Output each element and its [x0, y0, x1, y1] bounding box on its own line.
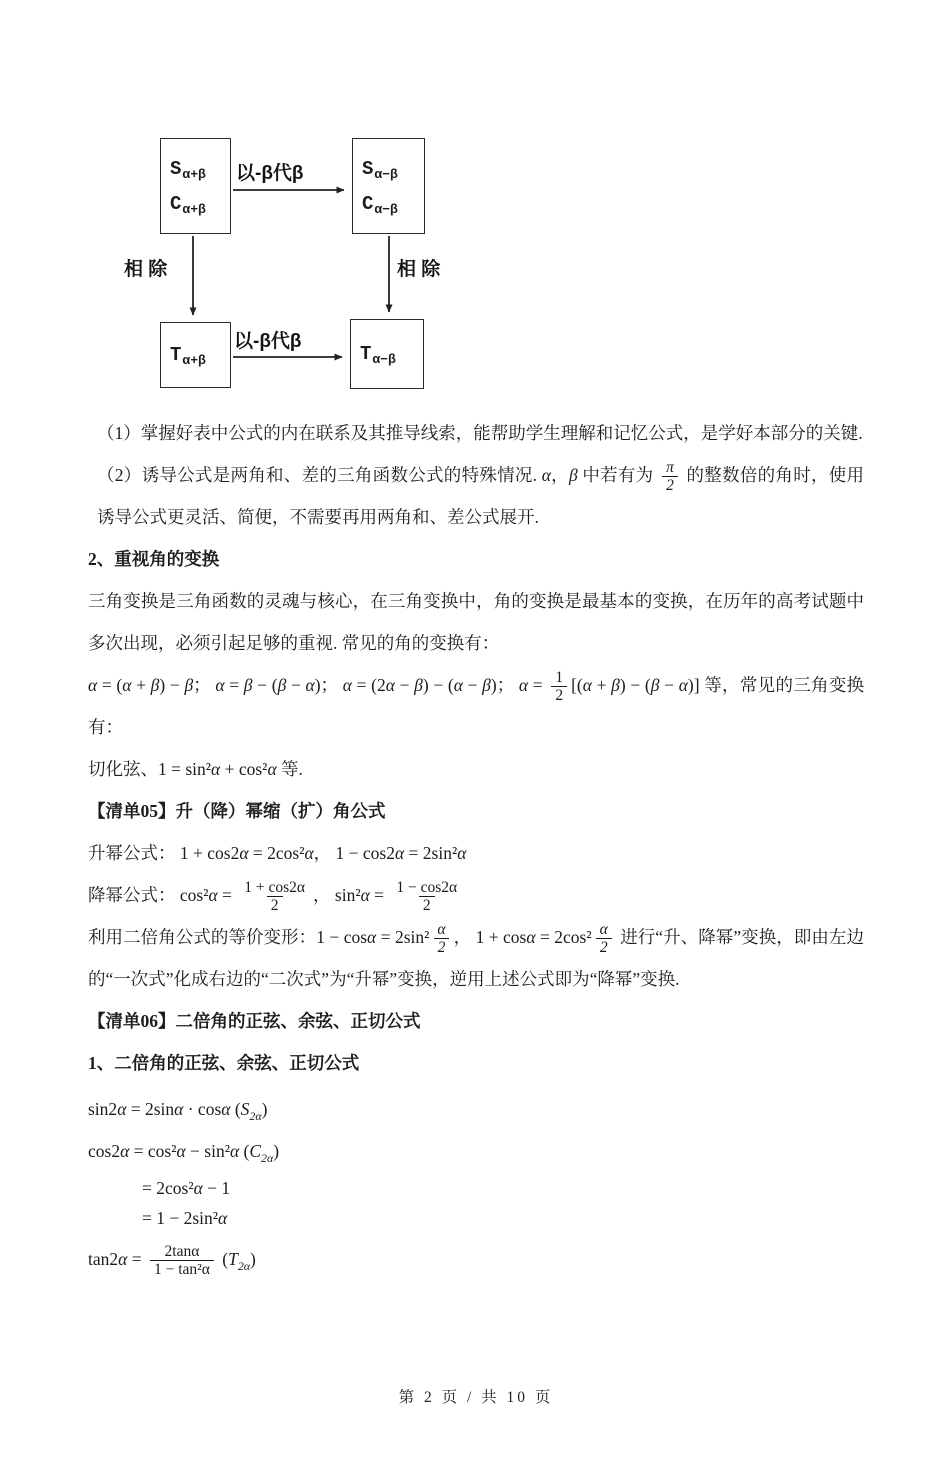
text-run: − sin² [185, 1141, 230, 1162]
text-run: ) [314, 675, 321, 695]
text-run: − [286, 675, 306, 695]
text-run: α [305, 675, 315, 695]
text-run: cos2 [88, 1141, 121, 1162]
inline-fraction: $\frac{\alpha}{2}$ [596, 921, 612, 958]
page-number: 第 2 页 / 共 10 页 [398, 1389, 554, 1406]
text-run: β [568, 465, 578, 485]
c-diff-formula [362, 193, 424, 215]
text-run: · cos [183, 1099, 222, 1119]
document-content [0, 412, 952, 1280]
text-run: ) − ( [422, 675, 454, 695]
text-run: ； [496, 675, 519, 695]
text-run: ) − ( [619, 675, 651, 695]
formula-cos-double-angle [88, 1130, 864, 1172]
box-difference-formulas [352, 138, 425, 234]
text-run: α [342, 675, 352, 695]
text-run: = [369, 885, 389, 905]
inline-fraction: $\frac{\pi}{2}$ [662, 459, 678, 496]
text-run: （2）诱导公式是两角和、差的三角函数公式的特殊情况. [97, 465, 542, 485]
text-run: α [541, 465, 551, 485]
text-run: α [526, 927, 536, 947]
document-page [0, 136, 952, 1483]
text-run: β [482, 675, 491, 695]
text-run: 的整数倍的角时，使用诱导公式更灵活、简便，不需要再用两角和、差公式展开. [97, 465, 865, 527]
text-run: = 1 − 2sin² [142, 1208, 219, 1229]
text-run: = cos² [129, 1141, 177, 1162]
text-run: tan2 [88, 1248, 119, 1269]
substitute-beta-label-bottom: 以-β代β [234, 331, 302, 352]
text-run: β [414, 675, 423, 695]
line-lower-power-formula [88, 874, 864, 916]
inline-fraction: $\frac{1 - \cos 2\alpha}{2}$ [396, 878, 458, 915]
text-run: sin² [334, 885, 361, 905]
text-run: ， [453, 927, 476, 947]
text-run: α [385, 675, 395, 695]
text-run: α [453, 675, 463, 695]
text-run: 等，常见的三角变换有： [88, 675, 865, 737]
box-tan-sum-formula [160, 322, 231, 388]
subheading-double-angle: 1、二倍角的正弦、余弦、正切公式 [88, 1053, 360, 1073]
text-run: = [127, 1248, 146, 1269]
line-raise-power-formula [88, 832, 864, 874]
formula-cos-alt-2 [142, 1203, 864, 1234]
divide-label-right: 相 除 [397, 259, 441, 280]
text-run: cos² [179, 885, 209, 905]
formula-letter: C [362, 192, 374, 215]
text-run: ； [193, 675, 216, 695]
t-sum-formula [170, 344, 230, 366]
formula-subscript: α+β [182, 353, 206, 368]
para-angle-transform [88, 580, 864, 664]
text-run: α [211, 759, 221, 779]
text-run: = 2cos² [142, 1177, 194, 1198]
text-run: α [678, 675, 688, 695]
note-2 [88, 454, 864, 538]
text-run: α [239, 843, 249, 863]
text-run: 切化弦、 [88, 759, 158, 779]
formula-letter: T [170, 344, 182, 366]
text-run: α [176, 1141, 186, 1162]
inline-fraction: $\frac{2\tan\alpha}{\text{1 − tan²α}}$ [150, 1243, 214, 1280]
text-run: − 1 [202, 1177, 231, 1198]
text-run: C [249, 1141, 262, 1162]
text-run: 1 + cos [475, 927, 527, 947]
text-run: ) [490, 675, 497, 695]
formula-subscript: α−β [374, 166, 398, 182]
text-run: T [228, 1248, 238, 1269]
text-run: α [229, 1141, 240, 1162]
text-run: 中若有为 [577, 465, 659, 485]
text-run: = [224, 675, 244, 695]
text-run: α [367, 927, 377, 947]
text-run: ( [230, 1099, 241, 1119]
text-run: 进行“升、降幂”变换，即由左边的“一次式”化成右边的“二次式”为“升幂”变换，逆用上述公式即为“降幂”变换. [88, 927, 864, 989]
text-run: 1 − cos2 [335, 843, 395, 863]
formula-derivation-diagram [0, 136, 952, 396]
formula-sin-double-angle [88, 1088, 864, 1130]
text-run: α [221, 1099, 231, 1119]
formula-subscript: α+β [182, 201, 206, 217]
text-run: = 2cos² [248, 843, 305, 863]
text-run: S [240, 1099, 250, 1119]
text-run: α [174, 1099, 184, 1119]
text-run: β [184, 675, 194, 695]
text-run: α [518, 675, 529, 695]
text-run: = [528, 675, 548, 695]
inline-fraction: $\frac{1}{2}$ [551, 669, 567, 706]
text-run: α [88, 675, 98, 695]
text-run: 1 = sin² [158, 759, 212, 779]
text-run: β [243, 675, 253, 695]
text-run: 2α [249, 1108, 262, 1123]
t-diff-formula [360, 343, 423, 365]
text-run: β [650, 675, 660, 695]
text-run: 降幂公式： [88, 885, 180, 905]
text-run: + [591, 675, 612, 695]
text-run: α [208, 885, 218, 905]
formula-subscript: α+β [182, 166, 206, 182]
s-diff-formula [362, 158, 424, 180]
text-run: 2α [237, 1258, 251, 1273]
text-run: 等. [276, 759, 303, 779]
box-tan-difference-formula [350, 319, 424, 389]
text-run: ( [217, 1248, 229, 1269]
text-run: α [457, 843, 467, 863]
text-run: β [150, 675, 160, 695]
text-run: = 2sin² [376, 927, 430, 947]
text-run: ； [320, 675, 343, 695]
text-run: α [304, 843, 314, 863]
formula-letter: C [170, 192, 182, 215]
text-run: α [218, 1208, 228, 1229]
text-run: = (2 [351, 675, 386, 695]
text-run: ， [313, 843, 336, 863]
inline-fraction: $\frac{1 + \cos 2\alpha}{2}$ [244, 878, 306, 915]
formula-cos-double-angle-group [88, 1130, 864, 1234]
line-qiehuaxian [88, 748, 864, 790]
text-run: 三角变换是三角函数的灵魂与核心，在三角变换中，角的变换是最基本的变换，在历年的高考试题中多次出现，必须引起足够的重视. 常见的角的变换有： [88, 591, 864, 653]
text-run: ) [261, 1099, 268, 1119]
text-run: = ( [97, 675, 123, 695]
formula-letter: S [362, 157, 374, 180]
note-1 [88, 412, 864, 454]
text-run: sin2 [88, 1099, 118, 1119]
formula-subscript: α−β [374, 201, 398, 217]
text-run: )] [687, 675, 700, 695]
text-run: β [277, 675, 287, 695]
text-run: （1）掌握好表中公式的内在联系及其推导线索，能帮助学生理解和记忆公式，是学好本部分的关键. [97, 423, 863, 443]
text-run: = [217, 885, 237, 905]
divide-label-left: 相 除 [124, 259, 168, 280]
formula-letter: T [360, 343, 372, 365]
text-run: + [131, 675, 151, 695]
substitute-beta-label-top: 以-β代β [236, 163, 304, 184]
formula-subscript: α−β [372, 352, 396, 367]
text-run: ， [550, 465, 569, 485]
text-run: − [394, 675, 415, 695]
text-run: α [215, 675, 225, 695]
para-equivalent-transform [88, 916, 864, 1000]
box-sum-formulas [160, 138, 231, 234]
heading-list05: 【清单05】升（降）幂缩（扩）角公式 [88, 801, 386, 821]
text-run: α [120, 1141, 130, 1162]
text-run: ) [273, 1141, 280, 1162]
text-run: α [267, 759, 277, 779]
formula-letter: S [170, 157, 182, 180]
text-run: α [117, 1099, 127, 1119]
formula-cos-alt-1 [142, 1173, 864, 1204]
c-sum-formula [170, 193, 230, 215]
heading-angle-transform: 2、重视角的变换 [88, 549, 220, 569]
text-run: 升幂公式： [88, 843, 180, 863]
text-run: + cos² [220, 759, 268, 779]
text-run: α [118, 1248, 128, 1269]
text-run: α [360, 885, 370, 905]
text-run: 2α [261, 1151, 274, 1166]
text-run: β [611, 675, 620, 695]
text-run: [( [571, 675, 583, 695]
text-run: ) − [159, 675, 185, 695]
text-run: − [659, 675, 679, 695]
text-run: α [122, 675, 132, 695]
text-run: = 2cos² [535, 927, 592, 947]
text-run: − ( [252, 675, 278, 695]
formula-line-angle-transforms [88, 664, 864, 748]
text-run: 1 − cos [316, 927, 368, 947]
inline-fraction: $\frac{\alpha}{2}$ [433, 921, 449, 958]
text-run: ) [250, 1248, 256, 1269]
text-run: ( [239, 1141, 250, 1162]
formula-tan-double-angle [88, 1238, 864, 1280]
text-run: ， [313, 885, 335, 905]
heading-list06: 【清单06】二倍角的正弦、余弦、正切公式 [88, 1011, 421, 1031]
text-run: = 2sin² [404, 843, 458, 863]
text-run: α [394, 843, 405, 863]
text-run: 1 + cos2 [179, 843, 240, 863]
text-run: 利用二倍角公式的等价变形： [88, 927, 317, 947]
text-run: = 2sin [126, 1099, 175, 1119]
text-run: α [582, 675, 592, 695]
text-run: − [462, 675, 483, 695]
text-run: α [193, 1177, 203, 1198]
s-sum-formula [170, 158, 230, 180]
